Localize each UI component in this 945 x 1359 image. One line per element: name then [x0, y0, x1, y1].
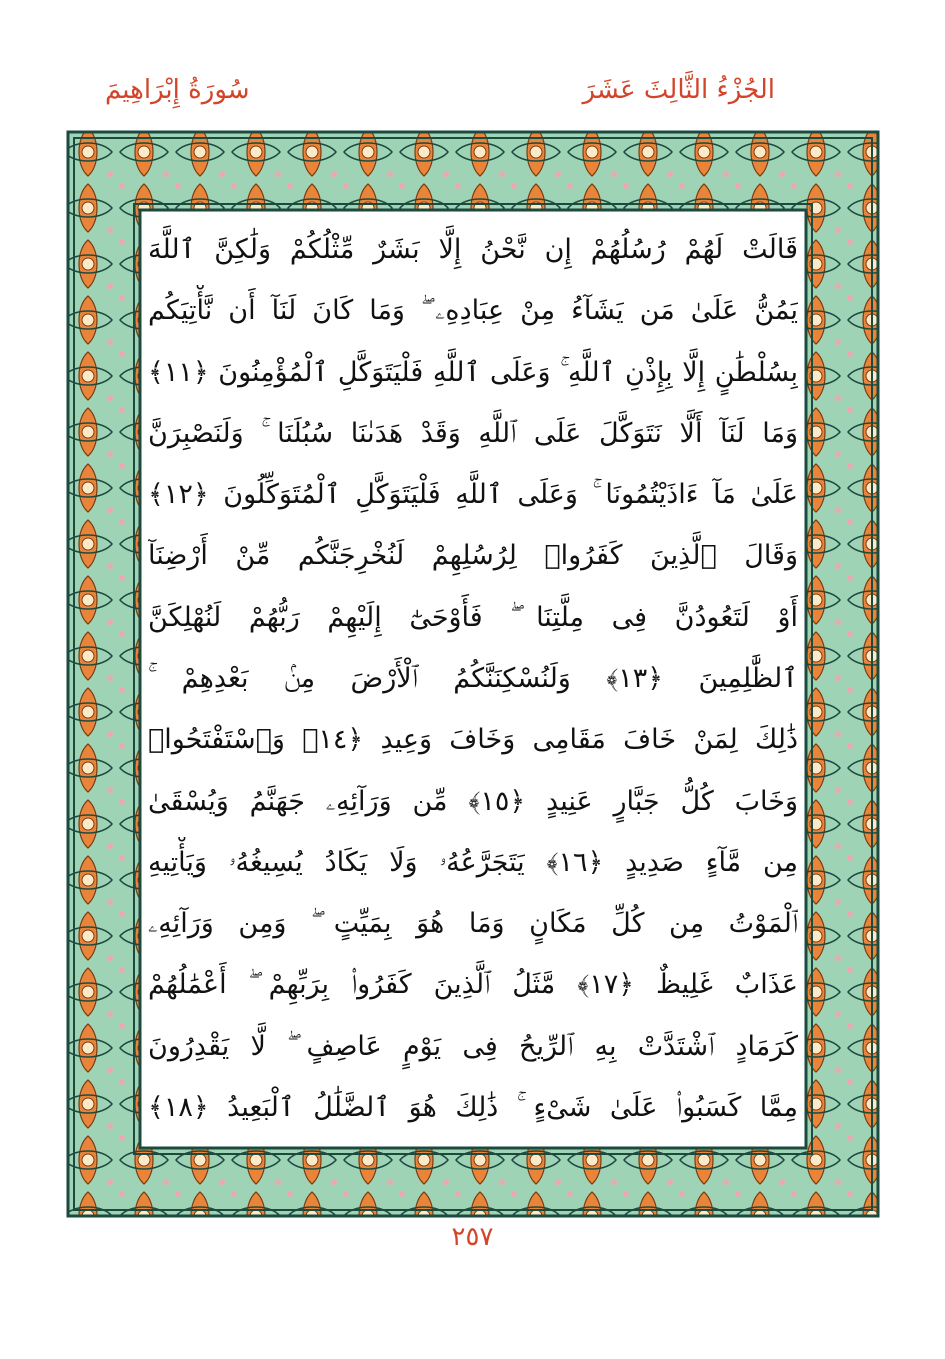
text-line: قَالَتْ لَهُمْ رُسُلُهُمْ إِن نَّحْنُ إِلَّا بَشَرٌ مِّثْلُكُمْ وَلَٰكِنَّ ٱللَّهَ: [148, 234, 798, 265]
quran-text-block: [140, 210, 806, 1148]
text-line: وَخَابَ كُلُّ جَبَّارٍ عَنِيدٍ ﴿١٥﴾ مِّن وَرَآئِهِۦ جَهَنَّمُ وَيُسْقَىٰ: [148, 785, 798, 817]
text-line: عَذَابٌ غَلِيظٌ ﴿١٧﴾ مَّثَلُ ٱلَّذِينَ كَفَرُوا۟ بِرَبِّهِمْ ۖ أَعْمَٰلُهُمْ: [148, 969, 798, 1001]
text-line: ٱلْمَوْتُ مِن كُلِّ مَكَانٍ وَمَا هُوَ بِمَيِّتٍ ۖ وَمِن وَرَآئِهِۦ: [148, 908, 798, 940]
juz-title: الجُزْءُ الثَّالِثَ عَشَرَ: [582, 75, 775, 105]
text-line: بِسُلْطَٰنٍ إِلَّا بِإِذْنِ ٱللَّهِ ۚ وَعَلَى ٱللَّهِ فَلْيَتَوَكَّلِ ٱلْمُؤْمِنُونَ ﴿١١﴾: [148, 356, 798, 388]
text-line: مِمَّا كَسَبُوا۟ عَلَىٰ شَىْءٍ ۚ ذَٰلِكَ هُوَ ٱلضَّلَٰلُ ٱلْبَعِيدُ ﴿١٨﴾: [148, 1091, 798, 1123]
text-line: يَمُنُّ عَلَىٰ مَن يَشَآءُ مِنْ عِبَادِهِۦ ۖ وَمَا كَانَ لَنَآ أَن نَّأْتِيَكُم: [148, 295, 798, 327]
text-line: وَقَالَ ٱلَّذِينَ كَفَرُوا۟ لِرُسُلِهِمْ لَنُخْرِجَنَّكُم مِّنْ أَرْضِنَآ: [148, 540, 798, 572]
text-line: أَوْ لَتَعُودُنَّ فِى مِلَّتِنَا ۖ فَأَوْحَىٰٓ إِلَيْهِمْ رَبُّهُمْ لَنُهْلِكَنَّ: [148, 601, 798, 633]
text-line: ٱلظَّٰلِمِينَ ﴿١٣﴾ وَلَنُسْكِنَنَّكُمُ ٱلْأَرْضَ مِنۢ بَعْدِهِمْ ۚ: [148, 662, 798, 694]
text-line: مِن مَّآءٍ صَدِيدٍ ﴿١٦﴾ يَتَجَرَّعُهُۥ وَلَا يَكَادُ يُسِيغُهُۥ وَيَأْتِيهِ: [148, 846, 798, 878]
text-line: عَلَىٰ مَآ ءَاذَيْتُمُونَا ۚ وَعَلَى ٱللَّهِ فَلْيَتَوَكَّلِ ٱلْمُتَوَكِّلُونَ ﴿١٢﴾: [148, 479, 798, 511]
text-line: ذَٰلِكَ لِمَنْ خَافَ مَقَامِى وَخَافَ وَعِيدِ ﴿١٤﴾ وَٱسْتَفْتَحُوا۟: [148, 724, 798, 756]
surah-name: سُورَةُ إِبْرَاهِيمَ: [105, 75, 250, 105]
text-line: كَرَمَادٍ ٱشْتَدَّتْ بِهِ ٱلرِّيحُ فِى يَوْمٍ عَاصِفٍ ۖ لَّا يَقْدِرُونَ: [148, 1030, 798, 1062]
page-number: ٢٥٧: [451, 1222, 494, 1252]
text-line: وَمَا لَنَآ أَلَّا نَتَوَكَّلَ عَلَى ٱللَّهِ وَقَدْ هَدَىٰنَا سُبُلَنَا ۚ وَلَنَصْبِرَنَّ: [148, 417, 798, 449]
